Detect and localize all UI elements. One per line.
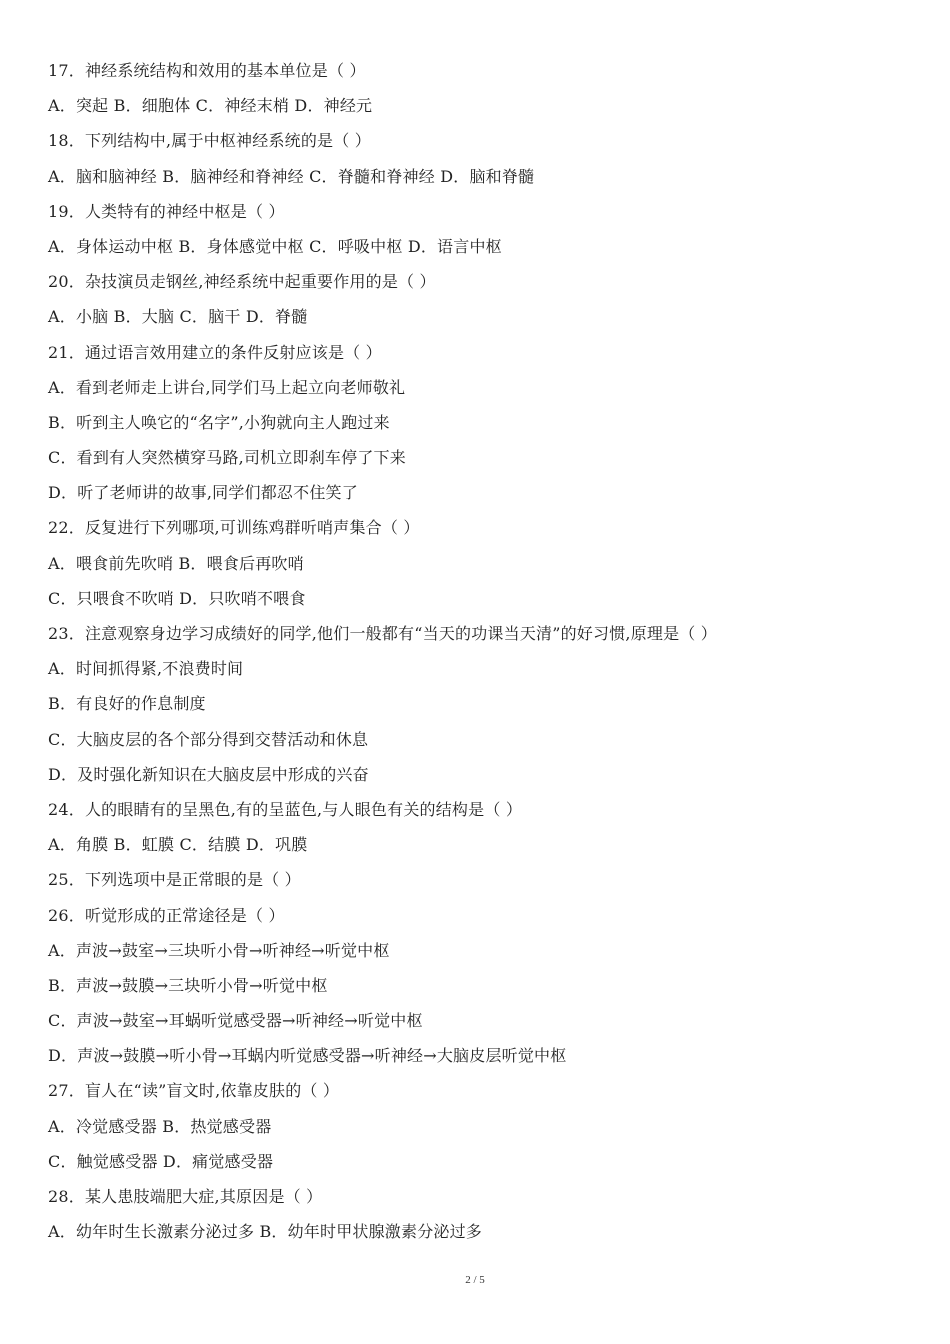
- option-line: B．有良好的作息制度: [48, 694, 206, 714]
- option-line: A．声波→鼓室→三块听小骨→听神经→听觉中枢: [48, 940, 390, 960]
- option-line: A．幼年时生长激素分泌过多 B．幼年时甲状腺激素分泌过多: [48, 1222, 482, 1242]
- option-line: D．听了老师讲的故事,同学们都忍不住笑了: [48, 483, 358, 503]
- question-line: 18．下列结构中,属于中枢神经系统的是（ ）: [48, 131, 371, 151]
- option-line: B．声波→鼓膜→三块听小骨→听觉中枢: [48, 975, 328, 995]
- question-line: 22．反复进行下列哪项,可训练鸡群听哨声集合（ ）: [48, 518, 420, 538]
- question-line: 20．杂技演员走钢丝,神经系统中起重要作用的是（ ）: [48, 272, 436, 292]
- option-line: A．小脑 B．大脑 C．脑干 D．脊髓: [48, 307, 308, 327]
- question-list: [48, 58, 908, 1254]
- option-line: C．看到有人突然横穿马路,司机立即刹车停了下来: [48, 448, 406, 468]
- option-line: A．角膜 B．虹膜 C．结膜 D．巩膜: [48, 835, 308, 855]
- question-line: 17．神经系统结构和效用的基本单位是（ ）: [48, 61, 366, 80]
- question-line: 23．注意观察身边学习成绩好的同学,他们一般都有“当天的功课当天清”的好习惯,原理是（ ）: [48, 624, 717, 643]
- question-line: 24．人的眼睛有的呈黑色,有的呈蓝色,与人眼色有关的结构是（ ）: [48, 799, 523, 819]
- option-line: C．声波→鼓室→耳蜗听觉感受器→听神经→听觉中枢: [48, 1011, 423, 1031]
- option-line: C．触觉感受器 D．痛觉感受器: [48, 1151, 274, 1171]
- question-line: 21．通过语言效用建立的条件反射应该是（ ）: [48, 342, 382, 362]
- question-line: 27．盲人在“读”盲文时,依靠皮肤的（ ）: [48, 1081, 340, 1101]
- option-line: A．时间抓得紧,不浪费时间: [48, 659, 244, 679]
- page-number: 2 / 5: [465, 1274, 485, 1286]
- option-line: C．大脑皮层的各个部分得到交替活动和休息: [48, 729, 369, 749]
- option-line: C．只喂食不吹哨 D．只吹哨不喂食: [48, 588, 306, 608]
- option-line: D．声波→鼓膜→听小骨→耳蜗内听觉感受器→听神经→大脑皮层听觉中枢: [48, 1046, 567, 1066]
- option-line: D．及时强化新知识在大脑皮层中形成的兴奋: [48, 764, 369, 784]
- question-line: 28．某人患肢端肥大症,其原因是（ ）: [48, 1187, 323, 1206]
- question-line: 25．下列选项中是正常眼的是（ ）: [48, 870, 301, 890]
- option-line: A．突起 B．细胞体 C．神经末梢 D．神经元: [48, 96, 373, 116]
- option-line: A．脑和脑神经 B．脑神经和脊神经 C．脊髓和脊神经 D．脑和脊髓: [48, 166, 535, 186]
- question-line: 19．人类特有的神经中枢是（ ）: [48, 201, 285, 221]
- question-line: 26．听觉形成的正常途径是（ ）: [48, 905, 285, 925]
- option-line: A．身体运动中枢 B．身体感觉中枢 C．呼吸中枢 D．语言中枢: [48, 236, 502, 256]
- option-line: A．喂食前先吹哨 B．喂食后再吹哨: [48, 553, 304, 573]
- option-line: B．听到主人唤它的“名字”,小狗就向主人跑过来: [48, 412, 390, 432]
- option-line: A．看到老师走上讲台,同学们马上起立向老师敬礼: [48, 377, 406, 397]
- option-line: A．冷觉感受器 B．热觉感受器: [48, 1116, 272, 1136]
